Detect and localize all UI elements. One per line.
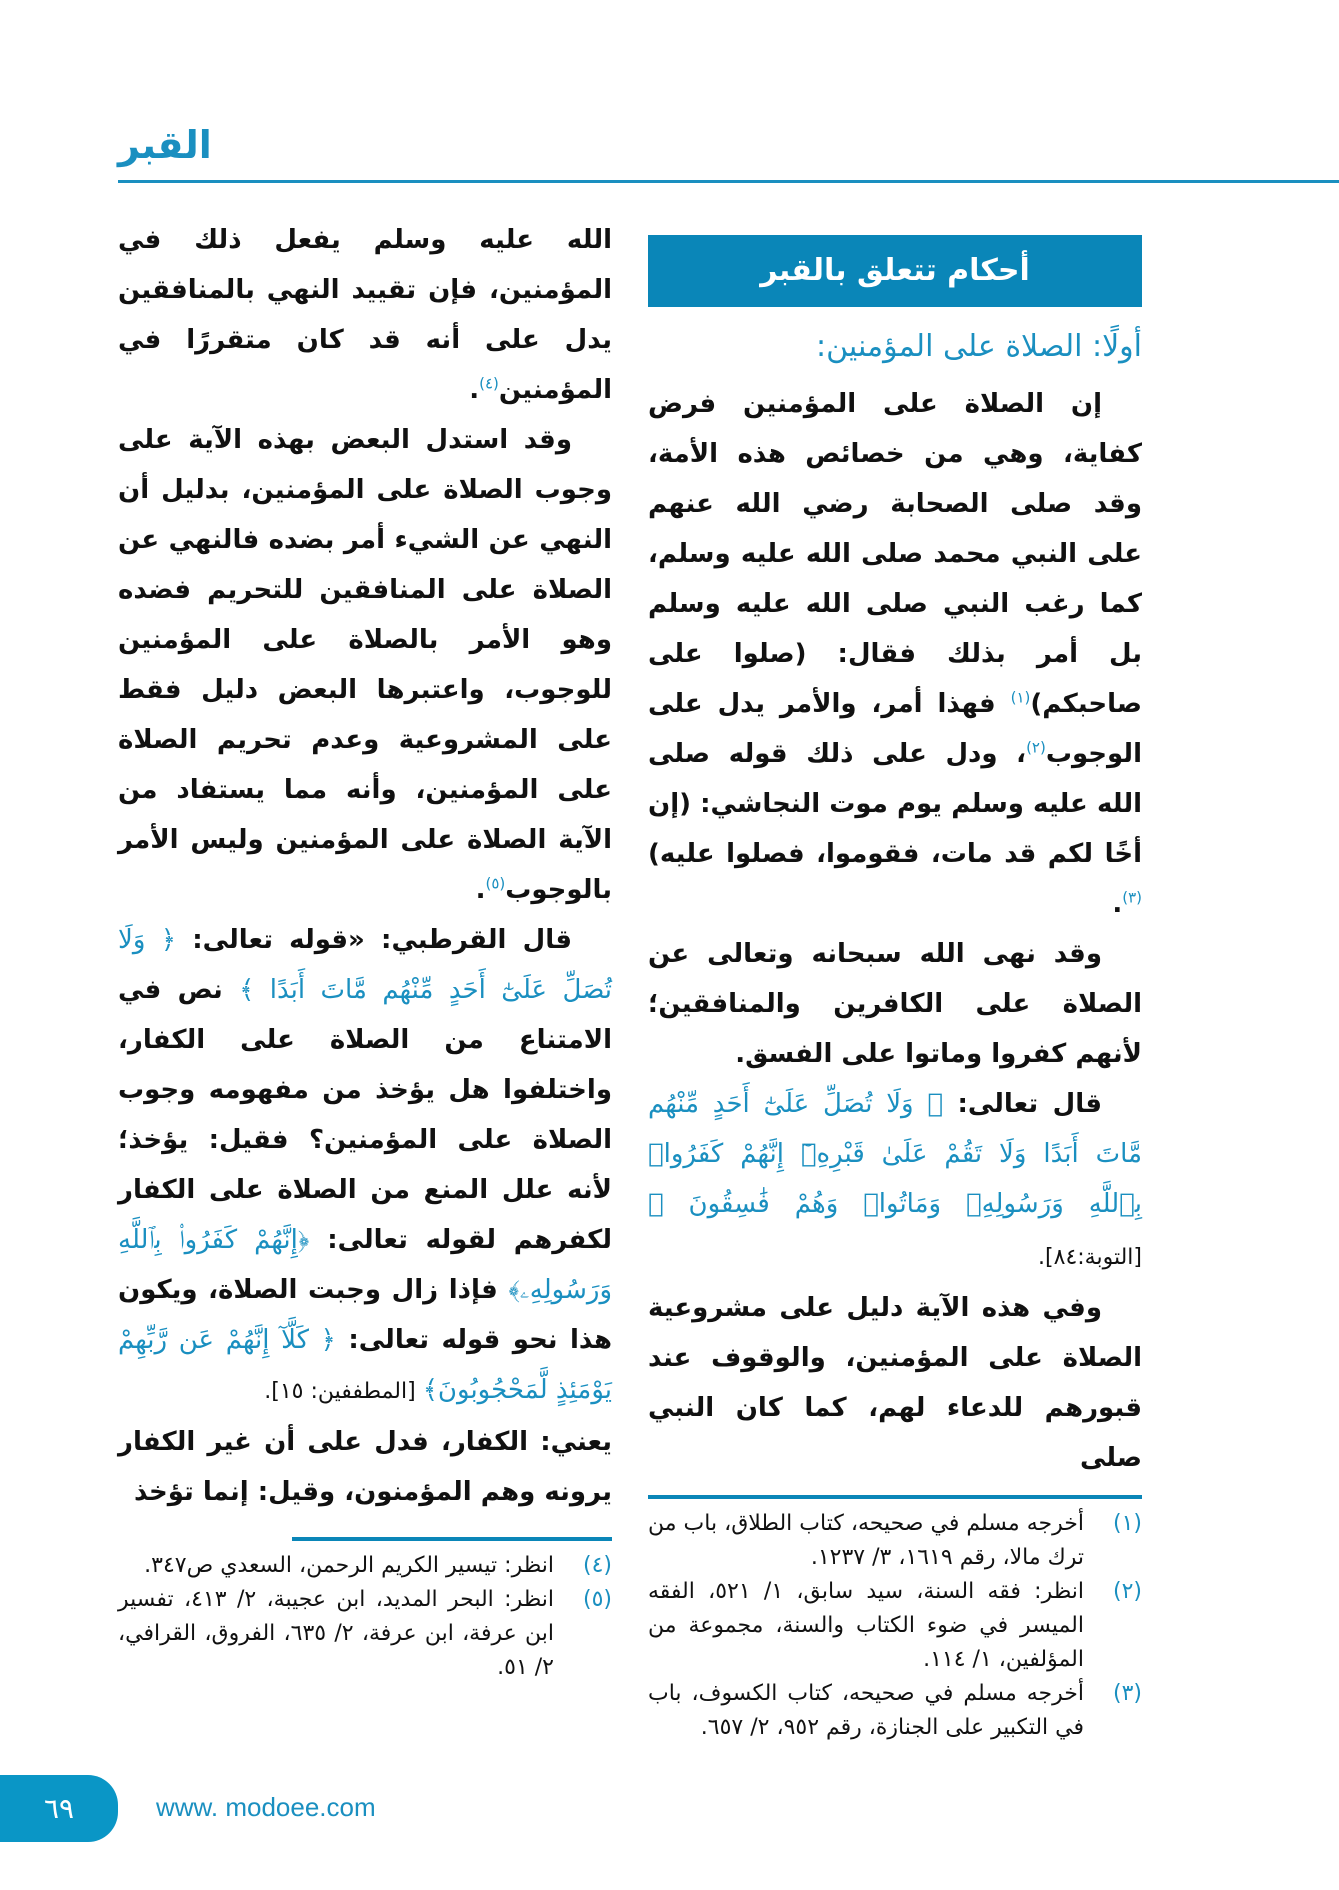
right-column: [648, 235, 1142, 1745]
footnote-divider: [292, 1537, 612, 1541]
quran-verse: ﴿إِنَّهُمْ كَفَرُوا۟ بِٱللَّهِ وَرَسُولِهِۦ﴾: [118, 1225, 612, 1305]
paragraph: [118, 415, 612, 915]
running-header-title: القبر: [118, 123, 212, 167]
text: قال تعالى:: [942, 1089, 1102, 1119]
footnote-text: انظر: البحر المديد، ابن عجيبة، ٢/ ٤١٣، تفسير ابن عرفة، ابن عرفة، ٢/ ٦٣٥، الفروق، القرافي، ٢/ ٥١.: [118, 1587, 554, 1680]
left-column: [118, 215, 612, 1685]
footnote-number: (٥): [582, 1587, 612, 1612]
quran-verse: ﴿ كَلَّآ إِنَّهُمْ عَن رَّبِّهِمْ يَوْمَئِذٍ لَّمَحْجُوبُونَ﴾: [118, 1325, 612, 1405]
verse-source: [التوبة:٨٤].: [1038, 1245, 1142, 1270]
footnote-text: انظر: فقه السنة، سيد سابق، ١/ ٥٢١، الفقه الميسر في ضوء الكتاب والسنة، مجموعة من المؤلفين، ١/ ١١٤.: [648, 1579, 1084, 1672]
quran-verse: ﴿ وَلَا تُصَلِّ عَلَىٰٓ أَحَدٍ مِّنْهُم مَّاتَ أَبَدًا وَلَا تَقُمْ عَلَىٰ قَبْرِهِۦٓ إِنَّهُمْ كَفَرُوا۟ بِٱللَّهِ وَرَسُولِهِۦ وَمَاتُوا۟ وَهُمْ فَٰسِقُونَ ﴾: [648, 1089, 1142, 1219]
paragraph: [118, 915, 612, 1417]
footnote-ref[interactable]: (٥): [485, 874, 506, 893]
text: .: [469, 375, 480, 405]
footnote: [648, 1507, 1142, 1575]
footnotes: [118, 1549, 612, 1685]
paragraph: [118, 215, 612, 415]
footnote-text: أخرجه مسلم في صحيحه، كتاب الكسوف، باب في التكبير على الجنازة، رقم ٩٥٢، ٢/ ٦٥٧.: [648, 1681, 1084, 1740]
text: فهذا أمر، والأمر يدل على الوجوب: [648, 689, 1142, 769]
website-link[interactable]: www. modoee.com: [156, 1792, 376, 1822]
footnote-number: (٢): [1112, 1579, 1142, 1604]
text: قال القرطبي: «قوله تعالى:: [176, 925, 572, 955]
footnote: [118, 1549, 612, 1583]
footnote-divider: [648, 1495, 1142, 1499]
footnotes: [648, 1507, 1142, 1745]
header-divider: [118, 180, 1339, 183]
footnote-number: (٣): [1112, 1681, 1142, 1706]
quran-verse: ﴿ وَلَا تُصَلِّ عَلَىٰٓ أَحَدٍ مِّنْهُم مَّاتَ أَبَدًا ﴾: [118, 925, 612, 1005]
text: وقد استدل البعض بهذه الآية على وجوب الصلاة على المؤمنين، بدليل أن النهي عن الشيء أمر بضده فالنهي عن الصلاة على المنافقين للتحريم فضده وهو الأمر بالصلاة على المؤمنين للوجوب، واعتبرها البعض دليل فقط على المشروعية وعدم تحريم الصلاة على المؤمنين، وأنه مما يستفاد من الآية الصلاة على المؤمنين وليس الأمر بالوجوب: [118, 425, 612, 905]
section-title-box: أحكام تتعلق بالقبر: [648, 235, 1142, 307]
text: .: [1112, 889, 1123, 919]
text: إن الصلاة على المؤمنين فرض كفاية، وهي من خصائص هذه الأمة، وقد صلى الصحابة رضي الله عنهم على النبي محمد صلى الله عليه وسلم، كما رغب النبي صلى الله عليه وسلم بل أمر بذلك فقال: (صلوا على صاحبكم): [648, 389, 1142, 719]
footnote: [648, 1575, 1142, 1677]
footnote-ref[interactable]: (٢): [1026, 738, 1046, 757]
text: الله عليه وسلم يفعل ذلك في المؤمنين، فإن تقييد النهي بالمنافقين يدل على أنه قد كان متقررًا في المؤمنين: [118, 225, 612, 405]
verse-source: [المطففين: ١٥].: [264, 1379, 423, 1404]
footnote: [118, 1583, 612, 1685]
paragraph: وفي هذه الآية دليل على مشروعية الصلاة على المؤمنين، والوقوف عند قبورهم للدعاء لهم، كما كان النبي صلى: [648, 1293, 1142, 1473]
footnote-ref[interactable]: (٣): [1122, 888, 1142, 907]
text: ، ودل على ذلك قوله صلى الله عليه وسلم يوم موت النجاشي: (إن أخًا لكم قد مات، فقوموا، فصلوا عليه): [648, 739, 1142, 869]
footnote-ref[interactable]: (٤): [479, 374, 499, 393]
footnote-number: (٤): [582, 1553, 612, 1578]
subheading: أولًا: الصلاة على المؤمنين:: [815, 329, 1142, 364]
footnote: [648, 1677, 1142, 1745]
footnote-ref[interactable]: (١): [1010, 688, 1031, 707]
footnote-text: انظر: تيسير الكريم الرحمن، السعدي ص٣٤٧.: [144, 1553, 554, 1578]
text: .: [475, 875, 486, 905]
paragraph: وقد نهى الله سبحانه وتعالى عن الصلاة على الكافرين والمنافقين؛ لأنهم كفروا وماتوا على الفسق.: [648, 939, 1142, 1069]
page-number: ٦٩: [0, 1775, 118, 1842]
paragraph: يعني: الكفار، فدل على أن غير الكفار يرونه وهم المؤمنون، وقيل: إنما تؤخذ: [118, 1427, 612, 1507]
footnote-text: أخرجه مسلم في صحيحه، كتاب الطلاق، باب من ترك مالا، رقم ١٦١٩، ٣/ ١٢٣٧.: [648, 1511, 1084, 1570]
text: فإذا زال وجبت الصلاة، ويكون هذا نحو قوله تعالى:: [118, 1275, 612, 1355]
paragraph: [648, 1079, 1142, 1283]
text: نص في الامتناع من الصلاة على الكفار، واختلفوا هل يؤخذ من مفهومه وجوب الصلاة على المؤمنين؟ فقيل: يؤخذ؛ لأنه علل المنع من الصلاة على الكفار لكفرهم لقوله تعالى:: [118, 975, 612, 1255]
footnote-number: (١): [1112, 1511, 1142, 1536]
paragraph: [648, 379, 1142, 929]
